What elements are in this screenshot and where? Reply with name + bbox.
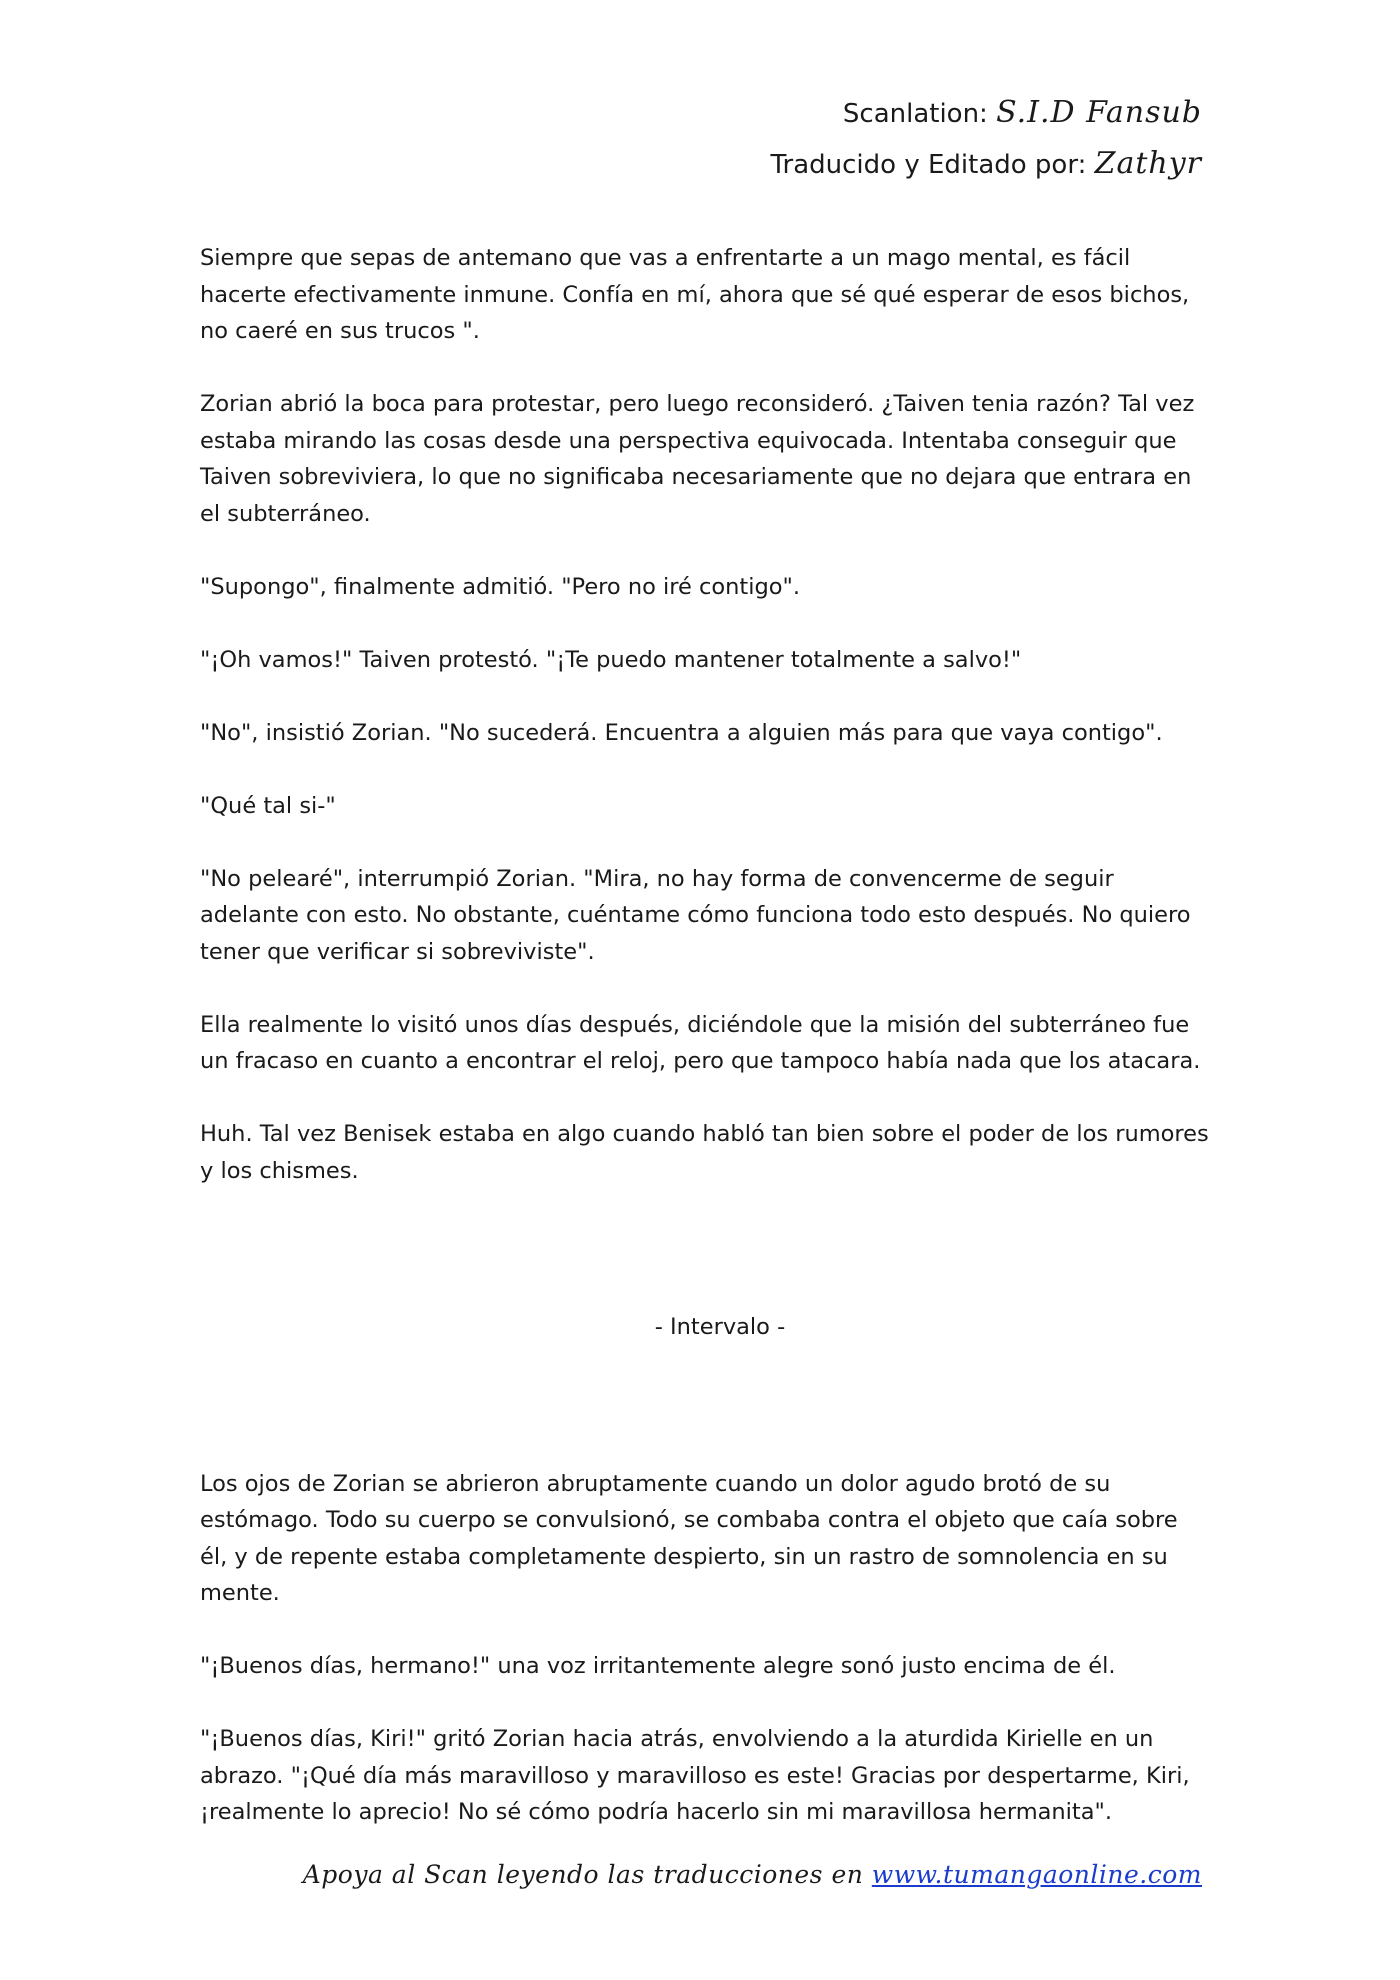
paragraph: "No pelearé", interrumpió Zorian. "Mira, no hay forma de convencerme de seguir adelante con esto. No obstante, cuéntame cómo funciona todo esto después. No quiero tener que verificar si sobreviviste". [200,865,1191,965]
footer-text: Apoya al Scan leyendo las traducciones en [302,1860,864,1889]
translator-label: Traducido y Editado por: [770,150,1087,180]
paragraph: "No", insistió Zorian. "No sucederá. Encuentra a alguien más para que vaya contigo". [200,719,1163,746]
paragraph: Zorian abrió la boca para protestar, pero luego reconsideró. ¿Taiven tenia razón? Tal vez estaba mirando las cosas desde una perspectiva equivocada. Intentaba conseguir que Taiven sobreviviera, lo que no significaba necesariamente que no dejara que entrara en el subterráneo. [200,391,1195,527]
scanlation-name: S.I.D Fansub [996,95,1202,130]
paragraph: "¡Buenos días, Kiri!" gritó Zorian hacia atrás, envolviendo a la aturdida Kirielle en un abrazo. "¡Qué día más maravilloso y maravilloso es este! Gracias por despertarme, Kiri, ¡realmente lo aprecio! No sé cómo podría hacerlo sin mi maravillosa hermanita". [200,1726,1190,1825]
paragraph: "¡Oh vamos!" Taiven protestó. "¡Te puedo mantener totalmente a salvo!" [200,646,1022,673]
translator-name: Zathyr [1094,146,1202,181]
story-text [200,240,1210,1867]
scanlation-line [770,88,1202,139]
translator-line [770,139,1202,190]
footer-link[interactable]: www.tumangaonline.com [871,1860,1202,1889]
paragraph: "Supongo", finalmente admitió. "Pero no iré contigo". [200,573,801,600]
paragraph: "Qué tal si-" [200,792,336,819]
scanlation-label: Scanlation: [842,99,988,129]
credits-header [770,88,1202,190]
paragraph: Los ojos de Zorian se abrieron abruptamente cuando un dolor agudo brotó de su estómago. Todo su cuerpo se convulsionó, se combaba contra el objeto que caía sobre él, y de repente estaba completamente despierto, sin un rastro de somnolencia en su mente. [200,1470,1178,1606]
paragraph: Siempre que sepas de antemano que vas a enfrentarte a un mago mental, es fácil hacerte efectivamente inmune. Confía en mí, ahora que sé qué esperar de esos bichos, no caeré en sus trucos ". [200,245,1190,344]
paragraph: "¡Buenos días, hermano!" una voz irritantemente alegre sonó justo encima de él. [200,1653,1116,1679]
section-separator: - Intervalo - [654,1314,786,1340]
paragraph: Ella realmente lo visitó unos días después, diciéndole que la misión del subterráneo fue un fracaso en cuanto a encontrar el reloj, pero que tampoco había nada que los atacara. [200,1011,1201,1074]
paragraph: Huh. Tal vez Benisek estaba en algo cuando habló tan bien sobre el poder de los rumores y los chismes. [200,1121,1209,1184]
footer-note [303,1860,1202,1889]
